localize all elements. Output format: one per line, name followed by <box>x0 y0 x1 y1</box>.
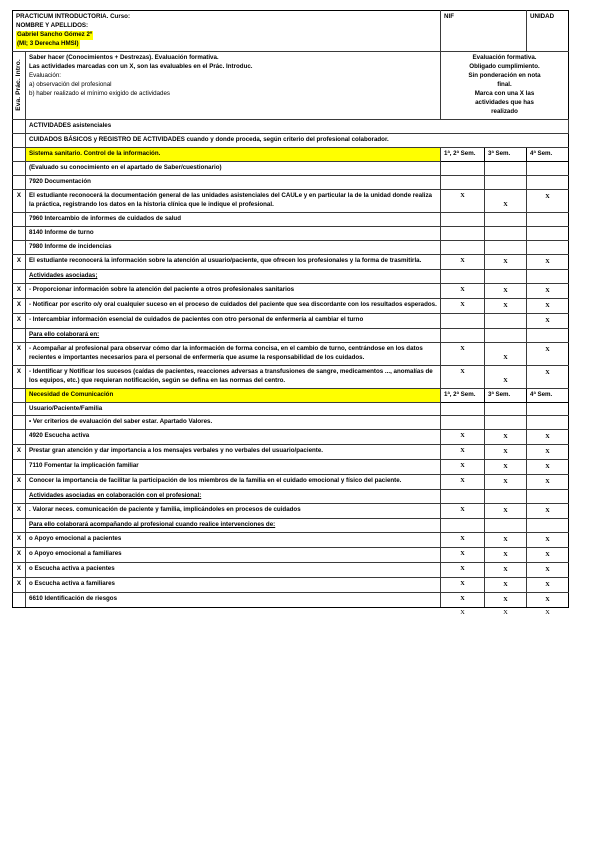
table-row <box>13 212 569 226</box>
saber-line-3: Evaluación: <box>29 71 61 79</box>
table-row <box>13 342 569 365</box>
notice-line-3: Sin ponderación en nota <box>468 71 541 79</box>
sem-header-3: 4ª Sem. <box>527 388 569 402</box>
row-mark-s2[interactable] <box>485 519 527 533</box>
notice-line-6: actividades que has <box>475 98 534 106</box>
row-mark-s3[interactable] <box>527 490 569 504</box>
identity-block <box>13 11 441 52</box>
identity-header-row <box>13 11 569 52</box>
row-mark-s2[interactable] <box>485 175 527 189</box>
row-mark-s1[interactable] <box>441 212 485 226</box>
sem-header-2: 3ª Sem. <box>485 147 527 161</box>
row-mark-s1[interactable]: X <box>441 475 485 490</box>
table-row <box>13 593 569 608</box>
row-mark-s1[interactable] <box>441 175 485 189</box>
row-mark-s2[interactable] <box>485 226 527 240</box>
row-mark-s1[interactable]: X <box>441 189 485 212</box>
practicum-evaluation-table <box>12 10 569 608</box>
trailing-mark-sem3: X <box>545 609 550 617</box>
row-activity-text: o Escucha activa a familiares <box>26 578 441 593</box>
row-activity-text: 4920 Escucha activa <box>26 430 441 445</box>
saber-line-4: a) observación del profesional <box>29 80 112 88</box>
table-row <box>13 189 569 212</box>
row-activity-text: 7920 Documentación <box>26 175 441 189</box>
row-activity-text: 7980 Informe de incidencias <box>26 240 441 254</box>
row-mark-s2[interactable] <box>485 416 527 430</box>
row-mark <box>13 133 26 147</box>
table-row <box>13 175 569 189</box>
row-activity-text: El estudiante reconocerá la documentación general de las unidades asistenciales del CAULe y en particular la de la unidad donde realiza la práctica, registrando los datos en la historia clínica que le indique el profesional. <box>26 189 441 212</box>
row-activity-text: El estudiante reconocerá la información sobre la atención al usuario/paciente, que ofrecen los profesionales y la forma de trasmitirla. <box>26 254 441 269</box>
course-line: PRACTICUM INTRODUCTORIA. Curso: <box>16 13 131 20</box>
table-row <box>13 283 569 298</box>
row-mark[interactable] <box>13 593 26 608</box>
vertical-eval-label: Eva. Prác. Intro. <box>13 51 26 119</box>
unidad-cell: UNIDAD <box>527 11 569 52</box>
table-row <box>13 460 569 475</box>
table-row <box>13 298 569 313</box>
row-mark-s1[interactable] <box>441 328 485 342</box>
saber-line-2: Las actividades marcadas con un X, son las evaluables en el Prác. Introduc. <box>29 62 253 70</box>
notice-line-7: realizado <box>491 107 518 115</box>
row-mark-s3[interactable]: X <box>527 298 569 313</box>
notice-line-4: final. <box>497 80 512 88</box>
row-mark-s1[interactable] <box>441 490 485 504</box>
row-activity-text: Usuario/Paciente/Familia <box>26 402 441 416</box>
row-activity-text: 7960 Intercambio de informes de cuidados de salud <box>26 212 441 226</box>
row-activity-text: • Ver criterios de evaluación del saber estar. Apartado Valores. <box>26 416 441 430</box>
table-row <box>13 533 569 548</box>
row-mark-s1[interactable]: X <box>441 578 485 593</box>
row-mark-s1[interactable]: X <box>441 548 485 563</box>
row-mark-s3[interactable]: X <box>527 254 569 269</box>
row-mark-s2[interactable] <box>485 313 527 328</box>
row-mark[interactable]: X <box>13 548 26 563</box>
row-mark[interactable] <box>13 175 26 189</box>
row-mark[interactable] <box>13 460 26 475</box>
intro-text-0: ACTIVIDADES asistenciales <box>26 119 569 133</box>
row-activity-text: - Intercambiar información esencial de cuidados de pacientes con otro personal de enfermería al cambiar el turno <box>26 313 441 328</box>
section-title-1: Sistema sanitario. Control de la información. <box>26 147 441 161</box>
row-mark-s2[interactable]: X <box>485 342 527 365</box>
row-mark-s1[interactable] <box>441 519 485 533</box>
row-mark-s1[interactable] <box>441 269 485 283</box>
row-mark-s3[interactable] <box>527 519 569 533</box>
row-mark[interactable] <box>13 519 26 533</box>
row-mark-s1[interactable]: X <box>441 504 485 519</box>
row-mark-s3[interactable]: X <box>527 475 569 490</box>
row-mark[interactable]: X <box>13 445 26 460</box>
row-activity-text: o Apoyo emocional a pacientes <box>26 533 441 548</box>
notice-line-5: Marca con una X las <box>474 89 535 97</box>
sem-header-2: 3ª Sem. <box>485 388 527 402</box>
row-activity-text: - Proporcionar información sobre la atención del paciente a otros profesionales sanitarios <box>26 283 441 298</box>
row-mark-s3[interactable]: X <box>527 189 569 212</box>
row-mark-s1[interactable]: X <box>441 533 485 548</box>
row-mark-s3[interactable]: X <box>527 365 569 388</box>
notice-line-1: Evaluación formativa. <box>472 53 537 61</box>
row-mark[interactable] <box>13 212 26 226</box>
row-activity-text: Conocer la importancia de facilitar la participación de los miembros de la familia en el cuidado emocional y físico del paciente. <box>26 475 441 490</box>
row-mark[interactable]: X <box>13 563 26 578</box>
row-mark-s3[interactable]: X <box>527 283 569 298</box>
row-mark-s1[interactable]: X <box>441 365 485 388</box>
row-mark[interactable]: X <box>13 504 26 519</box>
row-mark-s3[interactable] <box>527 402 569 416</box>
row-mark-s3[interactable] <box>527 328 569 342</box>
intro-row <box>13 133 569 147</box>
saber-hacer-block <box>26 51 441 119</box>
row-mark-s1[interactable]: X <box>441 342 485 365</box>
row-mark[interactable]: X <box>13 475 26 490</box>
row-mark-s3[interactable]: X <box>527 563 569 578</box>
row-mark-s3[interactable]: X <box>527 533 569 548</box>
table-row <box>13 445 569 460</box>
table-row <box>13 240 569 254</box>
nif-cell: NIF <box>441 11 527 52</box>
row-mark-s3[interactable] <box>527 212 569 226</box>
row-activity-text: (Evaluado su conocimiento en el apartado de Saber/cuestionario) <box>26 161 441 175</box>
row-mark-s2[interactable] <box>485 240 527 254</box>
row-mark-s2[interactable]: X <box>485 189 527 212</box>
row-mark-s2[interactable] <box>485 269 527 283</box>
row-mark-s3[interactable] <box>527 226 569 240</box>
row-mark-s2[interactable]: X <box>485 430 527 445</box>
row-mark-s2[interactable]: X <box>485 578 527 593</box>
section-1-rows <box>13 161 569 388</box>
row-mark-s3[interactable]: X <box>527 460 569 475</box>
row-activity-text: Prestar gran atención y dar importancia a los mensajes verbales y no verbales del usuario/paciente. <box>26 445 441 460</box>
table-row <box>13 563 569 578</box>
intro-text-1: CUIDADOS BÁSICOS y REGISTRO DE ACTIVIDADES cuando y donde proceda, según criterio del profesional colaborador. <box>26 133 569 147</box>
row-mark-s2[interactable]: X <box>485 593 527 608</box>
table-row <box>13 365 569 388</box>
row-mark-s2[interactable]: X <box>485 533 527 548</box>
row-mark-s1[interactable]: X <box>441 298 485 313</box>
table-row <box>13 578 569 593</box>
row-mark-s1[interactable]: X <box>441 460 485 475</box>
notice-line-2: Obligado cumplimiento. <box>469 62 540 70</box>
row-mark-s2[interactable]: X <box>485 563 527 578</box>
row-activity-text: Actividades asociadas; <box>26 269 441 283</box>
table-row <box>13 430 569 445</box>
row-mark-s1[interactable]: X <box>441 563 485 578</box>
row-activity-text: Para ello colaborará acompañando al profesional cuando realice intervenciones de: <box>26 519 441 533</box>
trailing-mark-sem2: X <box>503 609 508 617</box>
row-mark-s1[interactable]: X <box>441 254 485 269</box>
row-activity-text: 6610 Identificación de riesgos <box>26 593 441 608</box>
row-mark[interactable] <box>13 240 26 254</box>
row-mark-s2[interactable]: X <box>485 365 527 388</box>
table-row <box>13 416 569 430</box>
row-mark-s1[interactable] <box>441 161 485 175</box>
row-mark-s3[interactable]: X <box>527 578 569 593</box>
row-mark-s1[interactable] <box>441 313 485 328</box>
intro-row <box>13 119 569 133</box>
row-mark[interactable] <box>13 269 26 283</box>
section-header-row-2 <box>13 388 569 402</box>
sem-header-1: 1ª, 2ª Sem. <box>441 388 485 402</box>
sem-header-3: 4ª Sem. <box>527 147 569 161</box>
row-mark-s2[interactable] <box>485 490 527 504</box>
row-mark[interactable]: X <box>13 283 26 298</box>
row-activity-text: - Notificar por escrito o/y oral cualquier suceso en el proceso de cuidados del paciente que sea discordante con los resultados esperados. <box>26 298 441 313</box>
row-mark <box>13 147 26 161</box>
saber-hacer-row <box>13 51 569 119</box>
row-mark-s3[interactable] <box>527 416 569 430</box>
row-activity-text: Para ello colaborará en: <box>26 328 441 342</box>
row-mark-s2[interactable]: X <box>485 460 527 475</box>
table-row <box>13 313 569 328</box>
table-row <box>13 161 569 175</box>
row-mark-s3[interactable] <box>527 240 569 254</box>
section-header-row-1 <box>13 147 569 161</box>
table-row <box>13 269 569 283</box>
name-label-line: NOMBRE Y APELLIDOS: <box>16 21 89 29</box>
table-row <box>13 402 569 416</box>
row-mark-s2[interactable]: X <box>485 254 527 269</box>
table-row <box>13 548 569 563</box>
table-row <box>13 490 569 504</box>
row-mark[interactable] <box>13 402 26 416</box>
row-mark[interactable] <box>13 328 26 342</box>
row-mark-s2[interactable] <box>485 161 527 175</box>
row-mark-s3[interactable] <box>527 161 569 175</box>
row-mark-s3[interactable]: X <box>527 504 569 519</box>
row-mark-s2[interactable] <box>485 402 527 416</box>
row-mark-s2[interactable]: X <box>485 283 527 298</box>
row-mark-s1[interactable]: X <box>441 430 485 445</box>
row-mark[interactable] <box>13 490 26 504</box>
row-mark <box>13 388 26 402</box>
row-mark-s1[interactable]: X <box>441 593 485 608</box>
saber-line-1: Saber hacer (Conocimientos + Destrezas). Evaluación formativa. <box>29 53 219 61</box>
row-activity-text: o Apoyo emocional a familiares <box>26 548 441 563</box>
table-body <box>13 11 569 162</box>
row-activity-text: - Identificar y Notificar los sucesos (caídas de pacientes, reacciones adversas a transfusiones de sangre, medicamentos ..., anomalías de los equipos, etc.) que requieran notificación, según se defina en las normas del centro. <box>26 365 441 388</box>
row-mark-s1[interactable]: X <box>441 283 485 298</box>
row-mark-s1[interactable] <box>441 402 485 416</box>
row-mark-s3[interactable]: X <box>527 445 569 460</box>
row-mark[interactable] <box>13 430 26 445</box>
row-activity-text: Actividades asociadas en colaboración con el profesional: <box>26 490 441 504</box>
row-mark[interactable]: X <box>13 189 26 212</box>
row-mark[interactable]: X <box>13 533 26 548</box>
table-row <box>13 504 569 519</box>
row-mark-s1[interactable] <box>441 240 485 254</box>
row-mark[interactable]: X <box>13 313 26 328</box>
row-mark <box>13 119 26 133</box>
row-mark-s3[interactable]: X <box>527 342 569 365</box>
row-mark[interactable]: X <box>13 578 26 593</box>
row-mark-s3[interactable]: X <box>527 593 569 608</box>
row-mark[interactable] <box>13 161 26 175</box>
table-row <box>13 226 569 240</box>
row-mark-s2[interactable]: X <box>485 548 527 563</box>
table-row <box>13 328 569 342</box>
row-activity-text: . Valorar neces. comunicación de paciente y familia, implicándoles en procesos de cuidados <box>26 504 441 519</box>
row-mark-s3[interactable]: X <box>527 548 569 563</box>
sem-header-1: 1ª, 2ª Sem. <box>441 147 485 161</box>
table-row <box>13 475 569 490</box>
row-mark[interactable]: X <box>13 342 26 365</box>
row-mark[interactable]: X <box>13 298 26 313</box>
row-activity-text: 8140 Informe de turno <box>26 226 441 240</box>
row-activity-text: - Acompañar al profesional para observar cómo dar la información de forma concisa, en el cambio de turno, centrándose en los datos recientes e importantes necesarios para el personal de enfermería que asume la responsabilidad de los cuidados. <box>26 342 441 365</box>
row-mark[interactable]: X <box>13 254 26 269</box>
row-mark-s2[interactable] <box>485 212 527 226</box>
row-mark-s2[interactable]: X <box>485 475 527 490</box>
row-mark-s2[interactable]: X <box>485 504 527 519</box>
table-row <box>13 519 569 533</box>
row-mark[interactable] <box>13 416 26 430</box>
section-2-rows <box>13 402 569 608</box>
table-row <box>13 254 569 269</box>
section-title-2: Necesidad de Comunicación <box>26 388 441 402</box>
row-mark-s1[interactable]: X <box>441 445 485 460</box>
row-mark-s2[interactable]: X <box>485 445 527 460</box>
row-mark-s1[interactable] <box>441 416 485 430</box>
row-mark-s2[interactable] <box>485 328 527 342</box>
student-name: Gabriel Sancho Gómez 2º <box>17 30 93 38</box>
evaluation-notice-block <box>441 51 569 119</box>
row-mark-s3[interactable] <box>527 269 569 283</box>
row-activity-text: 7110 Fomentar la implicación familiar <box>26 460 441 475</box>
row-mark-s3[interactable] <box>527 175 569 189</box>
row-mark-s3[interactable]: X <box>527 430 569 445</box>
trailing-mark-row <box>12 609 568 623</box>
row-mark-s3[interactable]: X <box>527 313 569 328</box>
row-mark-s1[interactable] <box>441 226 485 240</box>
row-activity-text: o Escucha activa a pacientes <box>26 563 441 578</box>
row-mark-s2[interactable]: X <box>485 298 527 313</box>
student-unit: (MI; 3 Derecha HMSI) <box>17 39 79 47</box>
row-mark[interactable] <box>13 226 26 240</box>
row-mark[interactable]: X <box>13 365 26 388</box>
saber-line-5: b) haber realizado el mínimo exigido de actividades <box>29 89 171 97</box>
trailing-mark-sem1: X <box>460 609 465 617</box>
